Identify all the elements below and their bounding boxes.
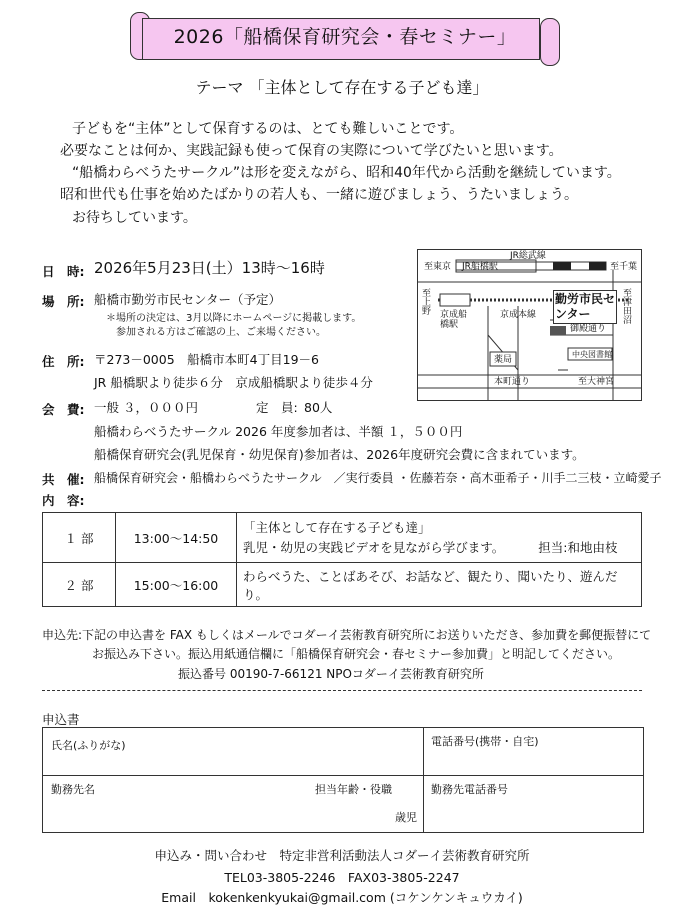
cut-line	[42, 690, 642, 691]
schedule-part: １ 部	[43, 513, 116, 563]
content-label: 内 容:	[42, 493, 85, 508]
form-work-field[interactable]: 勤務先名	[51, 783, 95, 796]
address-value: 〒273－0005 船橋市本町4丁目19－6	[94, 352, 319, 367]
schedule-part: ２ 部	[43, 563, 116, 607]
intro-line-2: 必要なことは何か、実践記録も使って保育の実際について学びたいと思います。	[60, 143, 563, 159]
form-title: 申込書	[42, 712, 80, 727]
date-value: 2026年5月23日(土）13時～16時	[94, 259, 325, 277]
schedule-lead: 担当:和地由枝	[538, 539, 618, 555]
address-access: JR 船橋駅より徒歩６分 京成船橋駅より徒歩４分	[94, 375, 373, 390]
apply-line-2: お振込み下さい。振込用紙通信欄に「船橋保育研究会・春セミナー参加費」と明記してください。	[92, 647, 621, 661]
map-to-ueno: 至上野	[422, 289, 432, 317]
map-center: 勤労市民センター	[553, 290, 617, 324]
contact-line-3: Email kokenkenkyukai@gmail.com (コケンケンキュウカイ)	[161, 890, 523, 905]
schedule-time: 13:00～14:50	[116, 513, 237, 563]
venue-value: 船橋市勤労市民センター（予定）	[94, 292, 282, 307]
form-age-field[interactable]: 担当年齢・役職	[315, 783, 392, 796]
access-map	[417, 249, 642, 401]
contact-line-2: TEL03-3805-2246 FAX03-3805-2247	[224, 870, 460, 885]
schedule-content-line1: 「主体として存在する子ども達」	[243, 519, 431, 535]
map-to-tokyo: 至東京	[424, 262, 452, 272]
schedule-content-line2: 乳児・幼児の実践ビデオを見ながら学びます。	[243, 539, 505, 555]
map-keisei-line: 京成本線	[500, 310, 537, 320]
map-to-tsudanuma: 至津田沼	[623, 289, 633, 326]
intro-line-1: 子どもを“主体”として保育するのは、とても難しいことです。	[72, 121, 464, 137]
intro-line-5: お待ちしています。	[72, 210, 197, 226]
venue-label: 場 所:	[42, 294, 85, 309]
form-age-unit: 歳児	[395, 811, 417, 824]
map-to-chiba: 至千葉	[610, 262, 638, 272]
map-jr-sobu: JR総武線	[510, 251, 546, 261]
theme-heading: テーマ 「主体として存在する子ども達」	[195, 78, 489, 97]
intro-line-4: 昭和世代も仕事を始めたばかりの若人も、一緒に遊びましょう、うたいましょう。	[60, 187, 578, 203]
capacity-value: 80人	[304, 400, 333, 415]
address-label: 住 所:	[42, 354, 85, 369]
map-honcho: 本町通り	[494, 377, 531, 387]
map-pharmacy: 薬局	[494, 355, 513, 365]
cohost-label: 共 催:	[42, 472, 85, 487]
map-keisei-funabashi: 京成船橋駅	[440, 310, 468, 330]
fee-value: 一般 ３，０００円	[94, 400, 198, 415]
schedule-content: わらべうた、ことばあそび、お話など、観たり、聞いたり、遊んだり。	[237, 563, 642, 607]
form-phone-field[interactable]: 電話番号(携帯・自宅)	[431, 735, 539, 748]
form-divider-h	[43, 775, 643, 776]
form-divider-v	[423, 728, 424, 832]
contact-line-1: 申込み・問い合わせ 特定非営利活動法人コダーイ芸術教育研究所	[154, 848, 530, 863]
map-library: 中央図書館	[572, 350, 612, 359]
banner-right-curl	[540, 18, 560, 66]
fee-note-2: 船橋保育研究会(乳児保育・幼児保育)参加者は、2026年度研究会費に含まれています。	[94, 447, 585, 462]
schedule-row	[43, 563, 642, 607]
apply-line-1: 申込先:下記の申込書を FAX もしくはメールでコダーイ芸術教育研究所にお送りいただき、参加費を郵便振替にて	[42, 628, 652, 642]
venue-note-1: ＊場所の決定は、3月以降にホームページに掲載します。	[106, 313, 362, 324]
form-name-field[interactable]: 氏名(ふりがな)	[51, 739, 126, 752]
date-label: 日 時:	[42, 264, 85, 279]
title-banner	[130, 12, 560, 64]
map-to-daijingu: 至大神宮	[578, 377, 615, 387]
fee-note-1: 船橋わらべうたサークル 2026 年度参加者は、半額 １，５００円	[94, 424, 463, 439]
capacity-label: 定 員:	[256, 400, 298, 415]
intro-line-3: “船橋わらべうたサークル”は形を変えながら、昭和40年代から活動を継続しています。	[72, 165, 621, 181]
schedule-content	[237, 513, 642, 563]
schedule-row	[43, 513, 642, 563]
cohost-value: 船橋保育研究会・船橋わらべうたサークル ／実行委員 ・佐藤若奈・高木亜希子・川手二三枝・立崎愛子	[94, 471, 662, 485]
apply-line-3: 振込番号 00190-7-66121 NPOコダーイ芸術教育研究所	[178, 667, 484, 681]
schedule-time: 15:00～16:00	[116, 563, 237, 607]
schedule-table	[42, 512, 642, 607]
form-work-phone-field[interactable]: 勤務先電話番号	[431, 783, 508, 796]
page-title: 2026「船橋保育研究会・春セミナー」	[173, 26, 517, 48]
map-goten: 御殿通り	[570, 324, 607, 334]
fee-label: 会 費:	[42, 402, 85, 417]
application-form	[42, 727, 644, 833]
map-jr-funabashi: JR船橋駅	[462, 262, 498, 272]
venue-note-2: 参加される方はご確認の上、ご来場ください。	[116, 327, 326, 338]
